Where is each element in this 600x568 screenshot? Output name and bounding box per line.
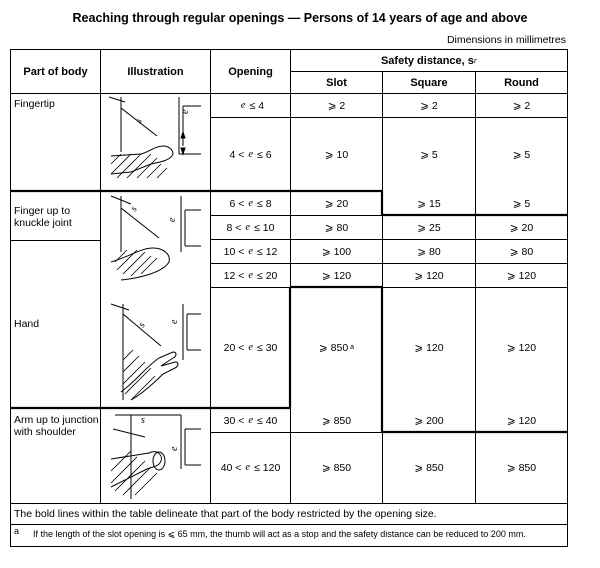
square-distance-cell [383, 216, 475, 239]
opening-variable: e [248, 269, 254, 281]
knuckle-s-label: s [128, 204, 140, 214]
opening-upper: ≤ 12 [257, 245, 278, 258]
opening-upper: ≤ 8 [257, 197, 272, 210]
header-slot: Slot [326, 76, 347, 89]
opening-cell [211, 288, 290, 408]
round-distance-cell [476, 118, 567, 191]
slot-distance-value: ⩾ 10 [324, 148, 349, 161]
slot-distance-value: ⩾ 850 [321, 414, 352, 427]
opening-lower: 30 < [223, 414, 245, 427]
footnote-text: If the length of the slot opening is ⩽ 65 mm, the thumb will act as a stop and the safety distance can be reduced to 200 mm. [33, 529, 526, 539]
round-distance-cell [476, 240, 567, 263]
opening-variable: e [248, 342, 254, 353]
round-distance-value: ⩾ 2 [512, 99, 531, 112]
header-round: Round [504, 76, 539, 89]
opening-lower: 10 < [223, 245, 245, 258]
round-distance-cell [476, 94, 567, 117]
hand-illustration [101, 300, 209, 406]
footer-note: The bold lines within the table delineate that part of the body restricted by the opening size. [14, 508, 437, 520]
square-distance-cell [383, 264, 475, 287]
slot-distance-value: ⩾ 120 [321, 269, 352, 282]
footnote-marker: a [14, 526, 20, 536]
slot-distance-value: ⩾ 20 [324, 197, 349, 210]
opening-upper: ≤ 10 [254, 221, 275, 234]
opening-cell [211, 409, 290, 432]
slot-distance-value: ⩾ 850 [318, 342, 349, 354]
part-fingertip: Fingertip [14, 98, 55, 110]
square-distance-value: ⩾ 15 [417, 197, 441, 210]
opening-cell [211, 94, 290, 117]
slot-distance-cell [291, 240, 382, 263]
opening-cell [211, 433, 290, 503]
opening-variable: e [245, 221, 251, 233]
finger-knuckle-illustration [101, 192, 209, 288]
square-distance-value: ⩾ 25 [417, 221, 441, 234]
header-illustration: Illustration [127, 65, 184, 78]
table-title: Reaching through regular openings — Persons of 14 years of age and above [72, 11, 528, 25]
square-distance-cell [383, 94, 475, 117]
fingertip-s-label: s [133, 116, 145, 126]
square-distance-cell [383, 240, 475, 263]
round-distance-value: ⩾ 120 [506, 414, 537, 427]
opening-cell [211, 192, 290, 215]
header-part-of-body: Part of body [23, 65, 88, 78]
slot-distance-cell [291, 409, 382, 432]
slot-footnote-marker: a [350, 344, 355, 351]
fingertip-illustration [101, 94, 209, 190]
opening-cell [211, 118, 290, 191]
knuckle-e-label: e [167, 217, 178, 222]
opening-variable: e [248, 245, 254, 257]
round-distance-value: ⩾ 80 [509, 245, 534, 258]
arm-e-label: e [169, 446, 180, 451]
header-square: Square [410, 76, 448, 89]
slot-distance-cell [291, 192, 382, 215]
round-distance-value: ⩾ 120 [506, 342, 537, 354]
opening-lower: 8 < [226, 221, 242, 234]
part-hand: Hand [14, 318, 40, 330]
round-distance-cell [476, 264, 567, 287]
arm-s-label: s [141, 415, 145, 426]
header-safety-label: Safety distance, s [380, 54, 474, 67]
opening-upper: ≤ 4 [249, 99, 265, 112]
opening-variable: e [240, 99, 246, 111]
round-distance-cell [476, 433, 567, 503]
round-distance-value: ⩾ 5 [512, 148, 531, 161]
slot-distance-cell [291, 94, 382, 117]
opening-cell [211, 240, 290, 263]
hand-e-label: e [169, 319, 180, 324]
opening-variable: e [245, 462, 251, 473]
slot-distance-value: ⩾ 850 [321, 462, 352, 474]
slot-distance-cell [291, 433, 382, 503]
opening-upper: ≤ 30 [257, 342, 278, 354]
slot-distance-cell [291, 288, 382, 408]
opening-lower: 4 < [229, 148, 245, 161]
opening-lower: 20 < [223, 342, 245, 354]
header-opening: Opening [228, 65, 273, 78]
square-distance-value: ⩾ 120 [414, 269, 444, 282]
square-distance-cell [383, 118, 475, 191]
round-distance-value: ⩾ 850 [506, 462, 537, 474]
square-distance-value: ⩾ 200 [414, 414, 444, 427]
opening-variable: e [248, 414, 254, 426]
square-distance-cell [383, 409, 475, 432]
square-distance-value: ⩾ 850 [414, 462, 444, 474]
opening-upper: ≤ 20 [257, 269, 278, 282]
round-distance-value: ⩾ 120 [506, 269, 537, 282]
arm-illustration [101, 409, 209, 501]
opening-lower: 6 < [229, 197, 245, 210]
opening-variable: e [248, 197, 254, 209]
opening-variable: e [248, 148, 254, 160]
opening-upper: ≤ 120 [254, 462, 281, 474]
round-distance-cell [476, 409, 567, 432]
round-distance-cell [476, 216, 567, 239]
opening-lower: 40 < [220, 462, 242, 474]
fingertip-e-label: e [180, 109, 191, 114]
opening-cell [211, 216, 290, 239]
round-distance-value: ⩾ 20 [509, 221, 534, 234]
square-distance-value: ⩾ 2 [420, 99, 438, 112]
round-distance-cell [476, 288, 567, 408]
opening-lower: 12 < [223, 269, 245, 282]
slot-distance-value: ⩾ 80 [324, 221, 349, 234]
square-distance-cell [383, 192, 475, 215]
round-distance-cell [476, 192, 567, 215]
opening-cell [211, 264, 290, 287]
slot-distance-cell [291, 118, 382, 191]
opening-upper: ≤ 40 [257, 414, 278, 427]
hand-s-label: s [136, 320, 148, 330]
square-distance-value: ⩾ 5 [420, 148, 438, 161]
square-distance-cell [383, 433, 475, 503]
header-safety-distance [291, 50, 567, 71]
part-finger-knuckle: Finger up to knuckle joint [14, 204, 72, 229]
square-distance-value: ⩾ 120 [414, 342, 444, 354]
header-safety-subscript: r [473, 55, 478, 65]
dimensions-note: Dimensions in millimetres [446, 34, 566, 46]
opening-upper: ≤ 6 [257, 148, 272, 161]
slot-distance-cell [291, 264, 382, 287]
slot-distance-value: ⩾ 2 [327, 99, 346, 112]
square-distance-value: ⩾ 80 [417, 245, 441, 258]
part-arm-shoulder: Arm up to junction with shoulder [14, 414, 99, 438]
slot-distance-cell [291, 216, 382, 239]
round-distance-value: ⩾ 5 [512, 197, 531, 210]
slot-distance-value: ⩾ 100 [321, 245, 352, 258]
square-distance-cell [383, 288, 475, 408]
